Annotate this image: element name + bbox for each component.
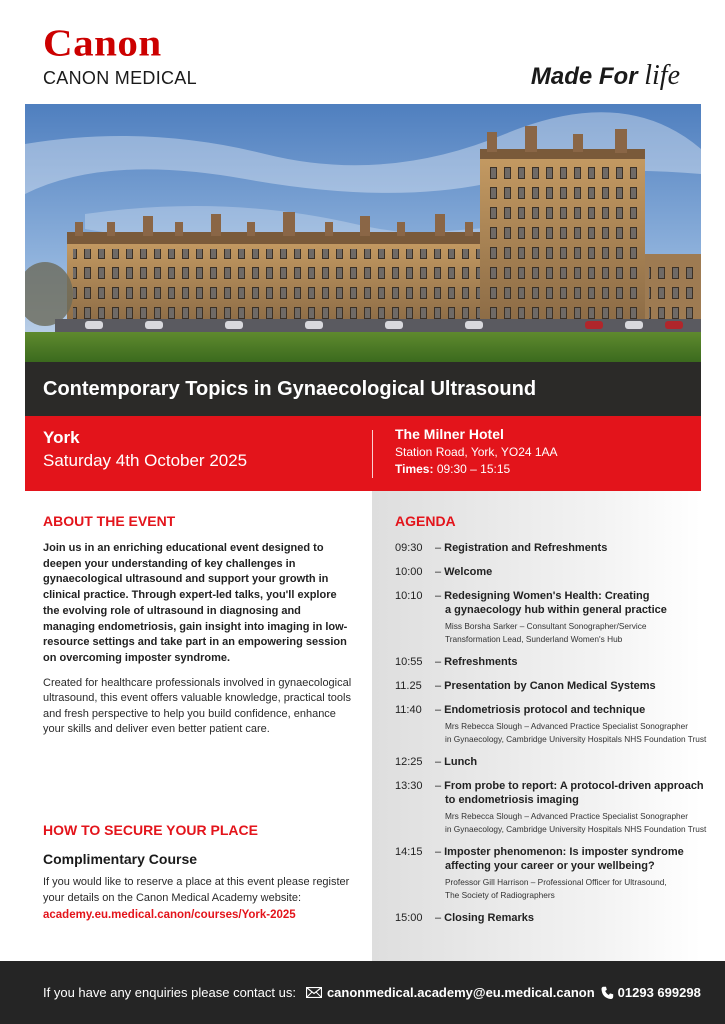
agenda-title: Lunch (444, 756, 478, 768)
agenda-title: Presentation by Canon Medical Systems (444, 680, 656, 692)
mail-icon (306, 987, 322, 998)
agenda-title: Refreshments (444, 656, 518, 668)
agenda-title: Redesigning Women's Health: Creating (444, 590, 650, 602)
logo-wordmark: Canon (43, 21, 162, 64)
agenda-time: 11.25 (395, 680, 422, 692)
agenda-item (395, 911, 705, 925)
agenda-title-continued: a gynaecology hub within general practice (445, 604, 667, 616)
agenda-speaker: Mrs Rebecca Slough – Advanced Practice Specialist Sonographer (445, 811, 689, 821)
enquiry-text: If you have any enquiries please contact us: (43, 985, 296, 1000)
info-divider (372, 430, 373, 478)
agenda-title: Endometriosis protocol and technique (444, 704, 646, 716)
times-label: Times: (395, 462, 434, 476)
agenda-dash: – (435, 912, 442, 924)
agenda-speaker-role: in Gynaecology, Cambridge University Hospitals NHS Foundation Trust (445, 733, 707, 744)
hotel-photo (25, 104, 701, 362)
times-value: 09:30 – 15:15 (436, 462, 511, 476)
agenda-heading: AGENDA (395, 513, 456, 529)
secure-heading: HOW TO SECURE YOUR PLACE (43, 822, 258, 838)
agenda-speaker: Miss Borsha Sarker – Consultant Sonographer/Service (445, 621, 647, 631)
agenda-item (395, 589, 705, 645)
about-body-paragraph: Created for healthcare professionals involved in gynaecological ultrasound, this event offers valuable knowledge, practical tools and fresh perspective to help you build confidence, enhance your skills and deliver even better patient care. (43, 676, 352, 736)
agenda-time: 10:55 (395, 656, 423, 668)
agenda-title-continued: to endometriosis imaging (445, 794, 579, 806)
agenda-time: 11:40 (395, 704, 422, 716)
agenda-speaker-role: The Society of Radiographers (445, 889, 555, 900)
agenda-speaker: Professor Gill Harrison – Professional Officer for Ultrasound, (445, 877, 667, 887)
agenda-dash: – (435, 756, 442, 768)
agenda-item (395, 655, 705, 669)
agenda-time: 14:15 (395, 846, 423, 858)
agenda-speaker: Mrs Rebecca Slough – Advanced Practice Specialist Sonographer (445, 721, 689, 731)
agenda-dash: – (435, 704, 442, 716)
agenda-item (395, 755, 705, 769)
phone-icon (601, 986, 614, 1000)
agenda-item (395, 779, 705, 835)
agenda-title: From probe to report: A protocol-driven approach (444, 780, 704, 792)
event-title-band (25, 362, 701, 416)
agenda-title: Imposter phenomenon: Is imposter syndrome (444, 846, 684, 858)
agenda-dash: – (435, 566, 442, 578)
venue-address: Station Road, York, YO24 1AA (395, 445, 558, 459)
agenda-dash: – (435, 846, 442, 858)
agenda-time: 13:30 (395, 780, 423, 792)
agenda-time: 10:10 (395, 590, 423, 602)
agenda-speaker-role: in Gynaecology, Cambridge University Hospitals NHS Foundation Trust (445, 823, 707, 834)
event-title: Contemporary Topics in Gynaecological Ultrasound (43, 377, 537, 400)
agenda-item (395, 703, 705, 745)
about-lead-paragraph: Join us in an enriching educational event designed to deepen your understanding of key challenges in gynaecological ultrasound and support your growth in clinical practice. Through expert-led talks, you'll explore the evolving role of ultrasound in diagnosing and managing endometriosis, gain insight into imaging in low-resource settings and take part in an empowering session on overcoming imposter syndrome. (43, 542, 348, 664)
event-when (43, 428, 247, 471)
agenda-speaker-role: Transformation Lead, Sunderland Women's Hub (445, 633, 623, 644)
contact-footer (0, 961, 725, 1024)
tagline-script: life (644, 60, 680, 91)
agenda-dash: – (435, 680, 442, 692)
agenda-dash: – (435, 542, 442, 554)
agenda-title: Registration and Refreshments (444, 542, 608, 554)
event-info-band (25, 416, 701, 491)
secure-body: If you would like to reserve a place at this event please register your details on the Canon Medical Academy website: (43, 876, 350, 904)
tagline (531, 60, 680, 92)
agenda-time: 10:00 (395, 566, 423, 578)
about-heading: ABOUT THE EVENT (43, 513, 176, 529)
canon-logo (43, 21, 197, 89)
agenda-time: 15:00 (395, 912, 423, 924)
agenda-dash: – (435, 590, 442, 602)
agenda-dash: – (435, 656, 442, 668)
agenda-item (395, 845, 705, 901)
agenda-title: Closing Remarks (444, 912, 534, 924)
agenda-section (395, 513, 705, 925)
contact-email[interactable]: canonmedical.academy@eu.medical.canon (326, 985, 595, 1000)
logo-subtitle: CANON MEDICAL (43, 68, 197, 88)
about-section (43, 513, 353, 738)
event-date: Saturday 4th October 2025 (43, 451, 248, 470)
agenda-item (395, 541, 705, 555)
venue-name: The Milner Hotel (395, 426, 504, 442)
event-times (395, 462, 558, 476)
agenda-dash: – (435, 780, 442, 792)
agenda-item (395, 565, 705, 579)
complimentary-heading: Complimentary Course (43, 851, 198, 867)
event-city: York (43, 428, 80, 447)
agenda-title: Welcome (444, 566, 493, 578)
contact-phone[interactable]: 01293 699298 (617, 985, 701, 1000)
agenda-time: 12:25 (395, 756, 423, 768)
agenda-time: 09:30 (395, 542, 423, 554)
registration-link[interactable]: academy.eu.medical.canon/courses/York-2025 (43, 909, 296, 921)
event-where (395, 426, 558, 476)
secure-place-section (43, 822, 353, 921)
tagline-main: Made For (530, 63, 638, 90)
agenda-item (395, 679, 705, 693)
agenda-title-continued: affecting your career or your wellbeing? (445, 860, 655, 872)
